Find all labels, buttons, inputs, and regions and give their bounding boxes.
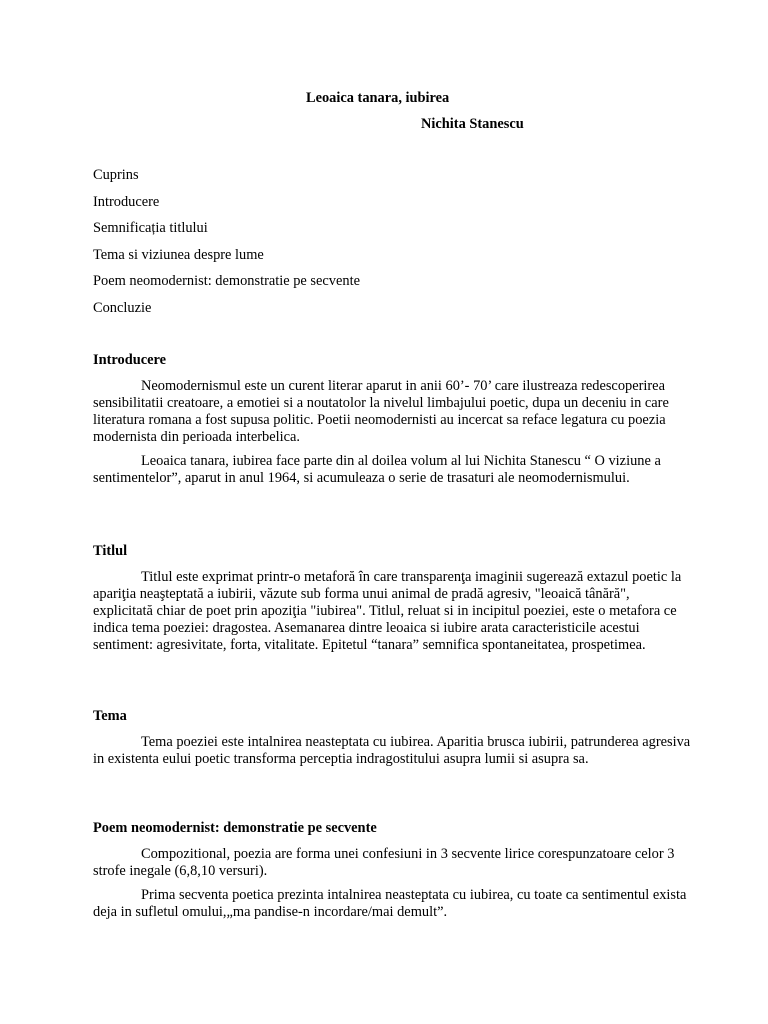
paragraph: Prima secventa poetica prezinta intalnirea neasteptata cu iubirea, cu toate ca sentimentul exista deja in sufletul omului,„ma pandise-n incordare/mai demult”.: [93, 887, 687, 920]
section-heading: Titlul: [93, 543, 128, 559]
paragraph: Tema poeziei este intalnirea neasteptata cu iubirea. Aparitia brusca iubirii, patrunderea agresiva in existenta eului poetic transforma perceptia indragostitului asupra lumii si asupra sa.: [93, 734, 691, 767]
toc-item-cuprins: Cuprins: [93, 167, 139, 183]
section-heading: Introducere: [93, 352, 167, 368]
document-author: Nichita Stanescu: [421, 116, 524, 132]
paragraph: Leoaica tanara, iubirea face parte din al doilea volum al lui Nichita Stanescu “ O viziune a sentimentelor”, aparut in anul 1964, si acumuleaza o serie de trasaturi ale neomodernismului.: [93, 453, 661, 486]
table-of-contents: [93, 167, 360, 326]
section-heading: Poem neomodernist: demonstratie pe secvente: [93, 820, 377, 836]
toc-item-introducere: Introducere: [93, 193, 160, 210]
paragraph: Neomodernismul este un curent literar aparut in anii 60’- 70’ care ilustreaza redescoperirea sensibilitatii creatoare, a emotiei si a noutatolor la nivelul limbajului poetic, dupa un deceniu in care literatura romana a fost supusa politic. Poetii neomodernisti au incercat sa reface legatura cu poezia modernista din perioada interbelica.: [93, 378, 669, 445]
toc-item-poem: Poem neomodernist: demonstratie pe secvente: [93, 273, 360, 289]
section-poem-neomodernist: [93, 820, 693, 928]
section-heading: Tema: [93, 708, 127, 724]
toc-item-tema: Tema si viziunea despre lume: [93, 246, 264, 263]
section-titlul: [93, 543, 693, 661]
section-introducere: [93, 352, 693, 494]
document-title: Leoaica tanara, iubirea: [306, 90, 450, 106]
toc-item-semnificatia: Semnificația titlului: [93, 220, 208, 236]
paragraph: Titlul este exprimat printr-o metaforă în care transparenţa imaginii sugerează extazul poetic la apariţia neaşteptată a iubirii, văzute sub forma unui animal de pradă agresiv, "leoaică tânără", explicitată chiar de poet prin apoziţia "iubirea". Titlul, reluat si in incipitul poeziei, este o metafora ce indica tema poeziei: dragostea. Asemanarea dintre leoaica si iubire arata caracteristicile acestui sentiment: agresivitate, forta, vitalitate. Epitetul “tanara” semnifica spontaneitatea, prospetimea.: [93, 569, 682, 653]
toc-item-concluzie: Concluzie: [93, 299, 152, 316]
paragraph: Compozitional, poezia are forma unei confesiuni in 3 secvente lirice corespunzatoare celor 3 strofe inegale (6,8,10 versuri).: [93, 846, 675, 879]
section-tema: [93, 708, 693, 775]
